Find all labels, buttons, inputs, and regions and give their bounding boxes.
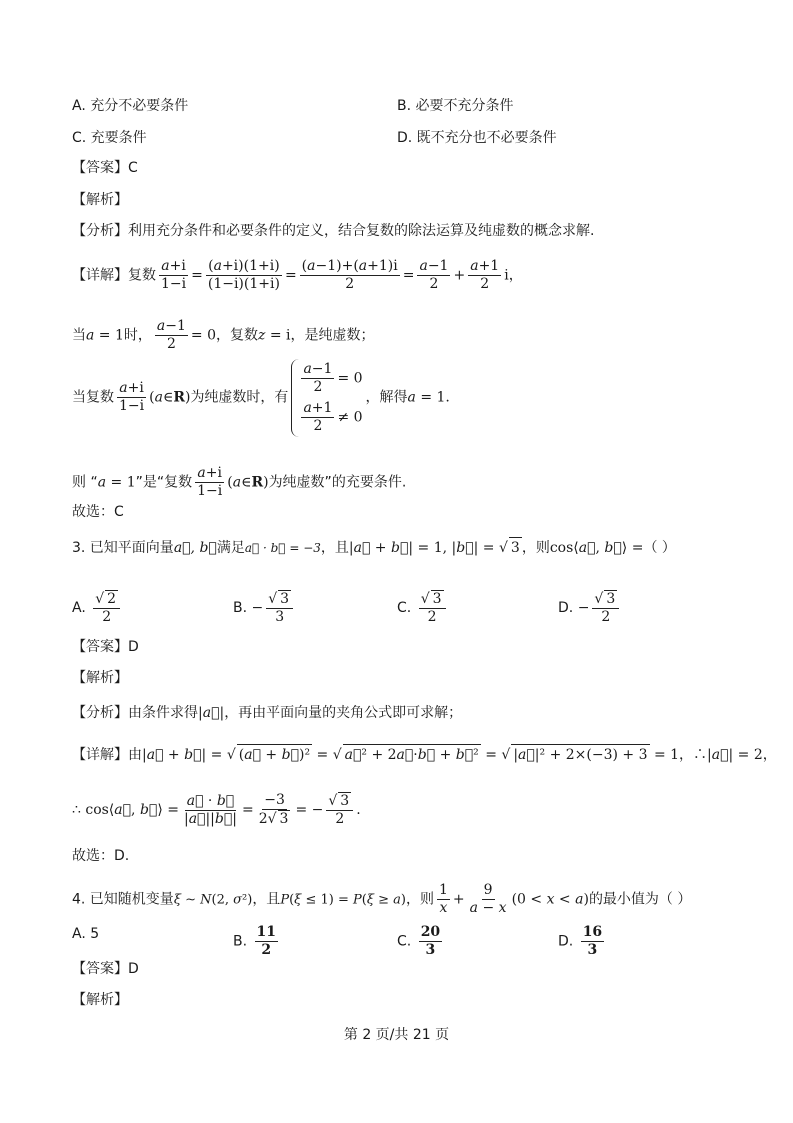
text-fragment: 当复数: [72, 389, 114, 406]
formula-fraction: $\frac{(a-1)+(a+1)i}{2}$: [301, 258, 398, 292]
text-fragment: （ ）: [643, 540, 676, 556]
q3-analysis-heading: 【解析】: [72, 670, 128, 686]
text-fragment: 【分析】由条件求得: [72, 705, 198, 721]
q4-stem: 4. 已知随机变量ξ ∼ N(2, σ²)，且P(ξ ≤ 1) = P(ξ ≥ a)，则 $\frac{1}{x}$ + $\frac{9}{a - x}$ (0 < x < a)的最小值为（ ）: [72, 882, 692, 916]
formula-fraction: $\frac{a+i}{1-i}$: [119, 380, 145, 414]
formula-fraction: $\frac{a+i}{1-i}$: [161, 258, 187, 292]
q3-option-a: A. $\frac{√ 2}{2}$: [72, 590, 123, 626]
text-fragment: ，则: [521, 540, 550, 556]
q2-answer: 【答案】C: [72, 160, 138, 176]
q3-option-b: B. − $\frac{√ 3}{3}$: [233, 590, 296, 626]
q3-stem: 3. 已知平面向量a⃗, b⃗满足a⃗ · b⃗ = −3，且|a⃗ + b⃗| = 1, |b⃗| = √ 3 ，则cos⟨a⃗, b⃗⟩ =（ ）: [72, 537, 676, 558]
q2-case-line: 当a = 1时， $\frac{a-1}{2}$ = 0，复数z = i，是纯虚数；: [72, 318, 375, 352]
q3-cos-line: ∴ cos⟨a⃗, b⃗⟩ = $\frac{a⃗ \cdot b⃗}{|a⃗||b⃗|}$ = $\frac{-3}{2√ 3}$ = − $\frac{√ 3}{2}$ .: [72, 792, 361, 827]
text-fragment: ，解得: [365, 389, 408, 406]
formula-fraction: $\frac{(a+i)(1+i)}{(1-i)(1+i)}$: [207, 258, 280, 292]
q3-choose: 故选：D.: [72, 848, 130, 864]
text-fragment: ，是纯虚数；: [290, 327, 375, 344]
option-label: B.: [233, 600, 248, 616]
q2-xiangjie-line: 【详解】复数 $\frac{a+i}{1-i}$ = $\frac{(a+i)(1+i)}{(1-i)(1+i)}$ = $\frac{(a-1)+(a+1)i}{2}$ = $\frac{a-1}{2}$ + $\frac{a+1}{2}$ i，: [72, 258, 523, 292]
text-fragment: 则 “: [72, 474, 98, 491]
q2-system-line: 当复数 $\frac{a+i}{1-i}$ (a∈R)为纯虚数时，有 $\frac{a-1}{2}$ = 0 $\frac{a+1}{2}$ ≠ 0 ，解得a = 1.: [72, 380, 450, 415]
text-fragment: ，且: [320, 540, 349, 556]
text-fragment: 时，: [123, 327, 152, 344]
text-fragment: ，再由平面向量的夹角公式即可求解；: [224, 705, 463, 721]
text-fragment: 4. 已知随机变量: [72, 891, 174, 908]
q3-option-c: C. $\frac{√ 3}{2}$: [397, 590, 449, 626]
q3-option-d: D. − $\frac{√ 3}{2}$: [558, 590, 622, 626]
text-fragment: 满足: [216, 540, 245, 556]
text-fragment: 当: [72, 327, 86, 344]
q4-analysis-heading: 【解析】: [72, 992, 128, 1008]
page-footer: 第 2 页/共 21 页: [343, 1027, 450, 1043]
option-label: D.: [558, 600, 574, 616]
formula-fraction: $\frac{a+1}{2}$: [470, 258, 500, 292]
q4-answer: 【答案】D: [72, 961, 139, 977]
q2-choose: 故选：C: [72, 504, 124, 520]
text-fragment: 为纯虚数”的充要条件.: [268, 474, 407, 491]
q2-xiangjie-label: 【详解】复数: [72, 267, 156, 284]
q3-xiangjie-line: 【详解】由|a⃗ + b⃗| = √ (a⃗ + b⃗)² = √ a⃗² + 2a⃗·b⃗ + b⃗² = √ |a⃗|² + 2×(−3) + 3 = 1，∴|a⃗| = 2，: [72, 744, 777, 765]
text-fragment: 3. 已知平面向量: [72, 540, 174, 556]
q2-conclusion-line: 则 “a = 1”是“复数 $\frac{a+i}{1-i}$ (a∈R)为纯虚数”的充要条件.: [72, 465, 407, 499]
q2-option-c: C. 充要条件: [72, 130, 147, 146]
q2-option-d: D. 既不充分也不必要条件: [397, 130, 557, 146]
q2-analysis-heading: 【解析】: [72, 192, 128, 208]
q2-fenxi: 【分析】利用充分条件和必要条件的定义，结合复数的除法运算及纯虚数的概念求解.: [72, 223, 595, 239]
q4-option-b: B. $\frac{11}{2}$: [233, 924, 276, 958]
formula-fraction: $\frac{a+i}{1-i}$: [197, 465, 223, 499]
option-label: C.: [397, 933, 412, 950]
text-fragment: ”是“复数: [135, 474, 193, 491]
q2-option-a: A. 充分不必要条件: [72, 98, 189, 114]
option-label: A.: [72, 600, 86, 616]
q3-fenxi: 【分析】由条件求得|a⃗|，再由平面向量的夹角公式即可求解；: [72, 705, 463, 721]
option-label: B.: [233, 933, 248, 950]
q3-answer: 【答案】D: [72, 639, 139, 655]
q4-option-a: A. 5: [72, 926, 100, 942]
option-label: C.: [397, 600, 412, 616]
equation-system: $\frac{a-1}{2}$ = 0 $\frac{a+1}{2}$ ≠ 0: [291, 359, 362, 437]
q4-option-c: C. $\frac{20}{3}$: [397, 924, 441, 958]
text-fragment: 为纯虚数时，有: [190, 389, 289, 406]
formula-fraction: $\frac{a-1}{2}$: [156, 318, 186, 352]
option-label: D.: [558, 933, 574, 950]
text-fragment: ，则: [406, 891, 434, 908]
text-fragment: ，复数: [216, 327, 258, 344]
q4-option-d: D. $\frac{16}{3}$: [558, 924, 603, 958]
formula-fraction: $\frac{a-1}{2}$: [419, 258, 449, 292]
q2-option-b: B. 必要不充分条件: [397, 98, 514, 114]
text-fragment: 【详解】由: [72, 747, 142, 763]
text-fragment: ，且: [252, 891, 281, 908]
text-fragment: 的最小值为（ ）: [588, 891, 692, 908]
